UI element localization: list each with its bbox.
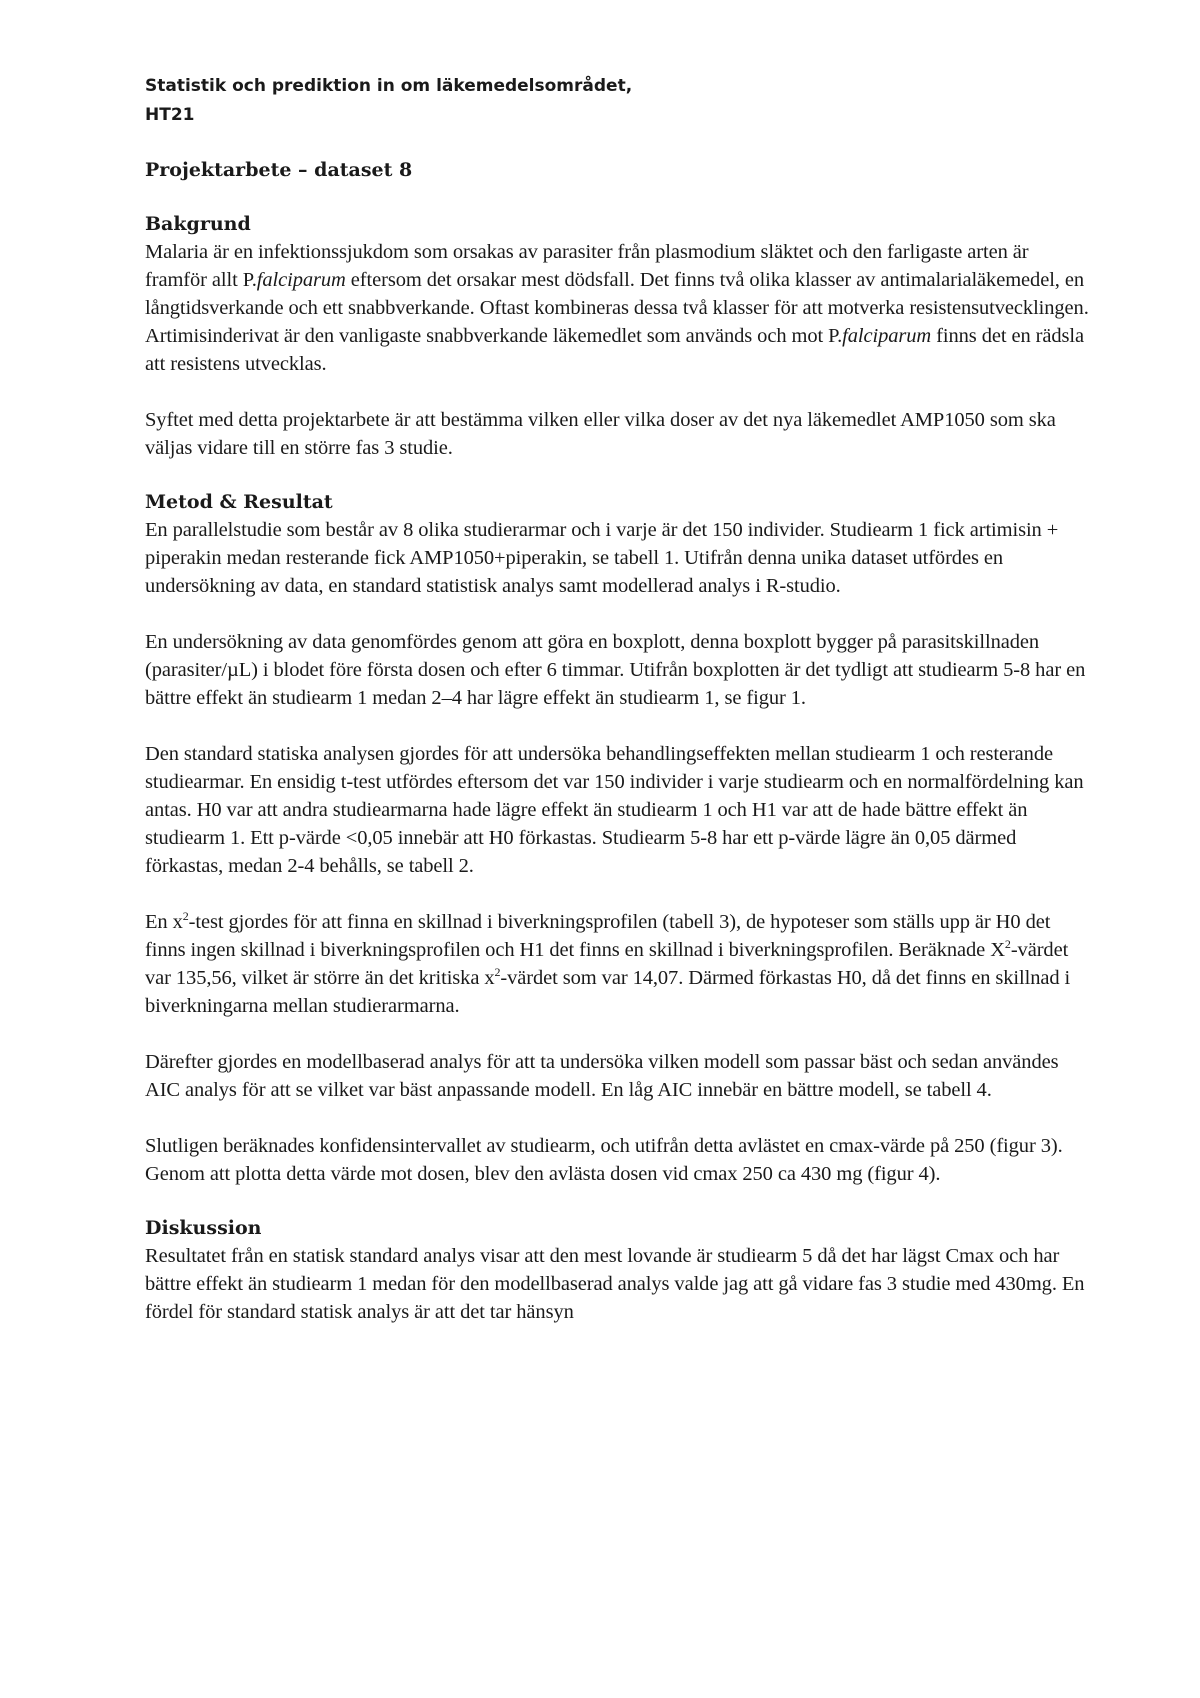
metod-paragraph-2: En undersökning av data genomfördes genom att göra en boxplott, denna boxplott bygger på parasitskillnaden (parasiter/µL) i blodet före första dosen och efter 6 timmar. Utifrån boxplotten är det tydligt att studiearm 5-8 har en bättre effekt än studiearm 1 medan 2–4 har lägre effekt än studiearm 1, se figur 1. <box>145 631 1086 709</box>
section-heading-diskussion: Diskussion <box>145 1217 262 1239</box>
bakgrund-paragraph-2: Syftet med detta projektarbete är att bestämma vilken eller vilka doser av det nya läkemedlet AMP1050 som ska väljas vidare till en större fas 3 studie. <box>145 409 1056 459</box>
superscript: 2 <box>494 965 501 980</box>
diskussion-paragraph-1: Resultatet från en statisk standard analys visar att den mest lovande är studiearm 5 då det har lägst Cmax och har bättre effekt än studiearm 1 medan för den modellbaserad analys valde jag att gå vidare fas 3 studie med 430mg. En fördel för standard statisk analys är att det tar hänsyn <box>145 1245 1085 1323</box>
text-run: En x <box>145 911 183 933</box>
section-heading-metod: Metod & Resultat <box>145 491 333 513</box>
metod-paragraph-3: Den standard statiska analysen gjordes för att undersöka behandlingseffekten mellan studiearm 1 och resterande studiearmar. En ensidig t-test utfördes eftersom det var 150 individer i varje studiearm och en normalfördelning kan antas. H0 var att andra studiearmarna hade lägre effekt än studiearm 1 och H1 var att de hade bättre effekt än studiearm 1. Ett p-värde <0,05 innebär att H0 förkastas. Studiearm 5-8 har ett p-värde lägre än 0,05 därmed förkastas, medan 2-4 behålls, se tabell 2. <box>145 743 1084 877</box>
text-run: -värdet som var 14,07. Därmed förkastas H0, då det finns en skillnad i biverkningarna mellan studierarmarna. <box>145 967 1071 1017</box>
text-run: -värdet var 135,56, vilket är större än det kritiska x <box>145 939 1069 989</box>
superscript: 2 <box>182 909 189 924</box>
project-title: Projektarbete – dataset 8 <box>145 159 413 181</box>
text-run: eftersom det orsakar mest dödsfall. Det finns två olika klasser av antimalarialäkemedel, en långtidsverkande och ett snabbverkande. Oftast kombineras dessa två klasser för att motverka resistensutvecklingen. Artimisinderivat är den vanligaste snabbverkande läkemedlet som används och mot P. <box>145 269 1089 347</box>
text-run: Malaria är en infektionssjukdom som orsakas av parasiter från plasmodium släktet och den farligaste arten är framför allt P. <box>145 241 1029 291</box>
section-bakgrund <box>145 210 1090 462</box>
superscript: 2 <box>1004 937 1011 952</box>
course-title: Statistik och prediktion in om läkemedelsområdet, <box>145 76 633 96</box>
species-name: falciparum <box>256 269 346 291</box>
course-header <box>145 72 1090 130</box>
course-term: HT21 <box>145 105 195 125</box>
metod-paragraph-5: Därefter gjordes en modellbaserad analys för att ta undersöka vilken modell som passar bäst och sedan användes AIC analys för att se vilket var bäst anpassande modell. En låg AIC innebär en bättre modell, se tabell 4. <box>145 1051 1059 1101</box>
species-name: falciparum <box>842 325 932 347</box>
metod-paragraph-4 <box>145 908 1090 1020</box>
text-run: -test gjordes för att finna en skillnad i biverkningsprofilen (tabell 3), de hypoteser som ställs upp är H0 det finns ingen skillnad i biverkningsprofilen och H1 det finns en skillnad i biverkningsprofilen. Beräknade X <box>145 911 1051 961</box>
section-metod-resultat <box>145 488 1090 1188</box>
section-heading-bakgrund: Bakgrund <box>145 213 251 235</box>
bakgrund-paragraph-1 <box>145 238 1090 378</box>
metod-paragraph-1: En parallelstudie som består av 8 olika studierarmar och i varje är det 150 individer. Studiearm 1 fick artimisin + piperakin medan resterande fick AMP1050+piperakin, se tabell 1. Utifrån denna unika dataset utfördes en undersökning av data, en standard statistisk analys samt modellerad analys i R-studio. <box>145 519 1059 597</box>
metod-paragraph-6: Slutligen beräknades konfidensintervallet av studiearm, och utifrån detta avlästet en cmax-värde på 250 (figur 3). Genom att plotta detta värde mot dosen, blev den avlästa dosen vid cmax 250 ca 430 mg (figur 4). <box>145 1135 1063 1185</box>
section-diskussion <box>145 1214 1090 1326</box>
text-run: finns det en rädsla att resistens utvecklas. <box>145 325 1084 375</box>
